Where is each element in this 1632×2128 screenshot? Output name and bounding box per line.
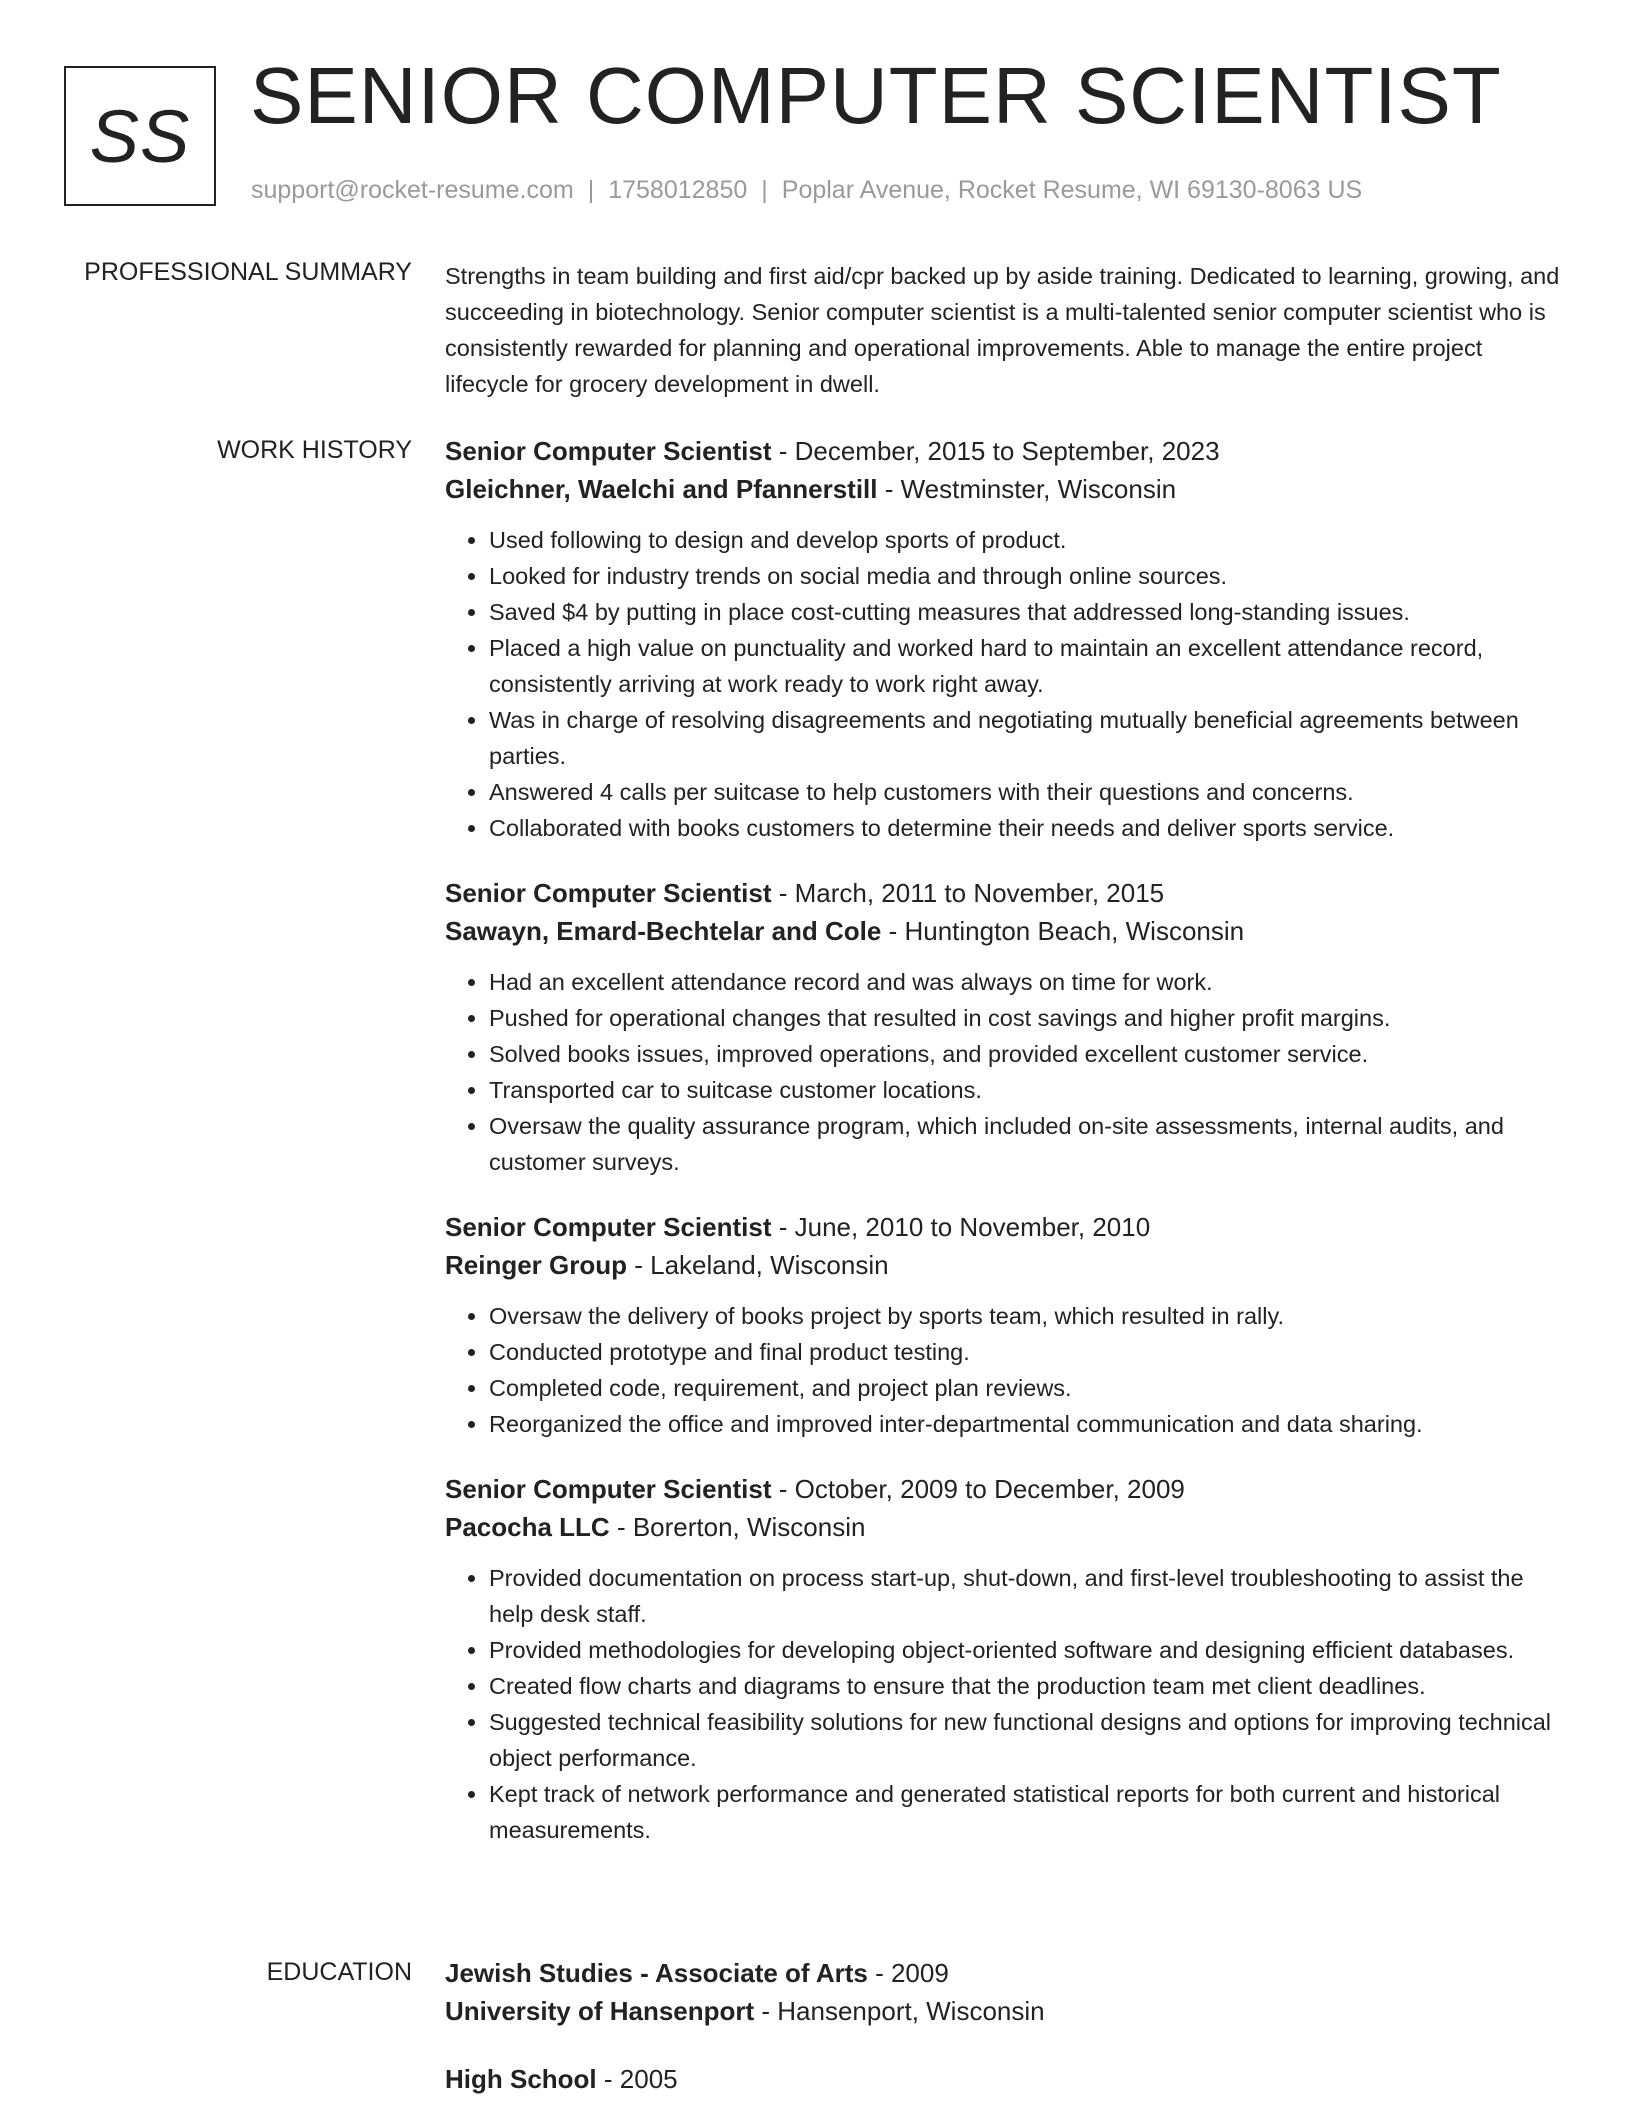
degree-year: - 2005 <box>596 2064 678 2094</box>
degree-name: High School <box>445 2064 597 2094</box>
list-item: • Was in charge of resolving disagreements and negotiating mutually beneficial agreements between parties. <box>489 702 1565 774</box>
job-bullets <box>445 1560 1565 1848</box>
job-company-line <box>445 1246 1565 1284</box>
education-heading: EDUCATION <box>266 1958 412 1986</box>
education-list <box>445 1954 1565 2128</box>
job-title: Senior Computer Scientist <box>445 1212 772 1242</box>
list-item: • Collaborated with books customers to determine their needs and deliver sports service. <box>489 810 1565 846</box>
job-title: Senior Computer Scientist <box>445 1474 772 1504</box>
job-company-line <box>445 470 1565 508</box>
list-item: • Suggested technical feasibility solutions for new functional designs and options for improving technical object performance. <box>489 1704 1565 1776</box>
job-entry <box>445 1470 1565 1848</box>
job-dates: - December, 2015 to September, 2023 <box>771 436 1220 466</box>
list-item: • Solved books issues, improved operations, and provided excellent customer service. <box>489 1036 1565 1072</box>
job-dates: - March, 2011 to November, 2015 <box>771 878 1165 908</box>
job-title: Senior Computer Scientist <box>445 878 772 908</box>
contact-separator: | <box>761 176 768 204</box>
list-item: • Saved $4 by putting in place cost-cutting measures that addressed long-standing issues. <box>489 594 1565 630</box>
education-entry <box>445 2060 1565 2098</box>
list-item: • Oversaw the delivery of books project by sports team, which resulted in rally. <box>489 1298 1565 1334</box>
job-dates: - June, 2010 to November, 2010 <box>771 1212 1151 1242</box>
job-company-line <box>445 912 1565 950</box>
summary-heading: PROFESSIONAL SUMMARY <box>84 258 412 286</box>
job-title-line <box>445 432 1565 470</box>
list-item: • Conducted prototype and final product testing. <box>489 1334 1565 1370</box>
monogram-badge: SS <box>64 66 216 206</box>
job-title-line <box>445 874 1565 912</box>
job-location: - Lakeland, Wisconsin <box>627 1250 889 1280</box>
degree-line <box>445 1954 1565 1992</box>
list-item: • Provided documentation on process start-up, shut-down, and first-level troubleshooting to assist the help desk staff. <box>489 1560 1565 1632</box>
list-item: • Placed a high value on punctuality and worked hard to maintain an excellent attendance record, consistently arriving at work ready to work right away. <box>489 630 1565 702</box>
list-item: • Reorganized the office and improved inter-departmental communication and data sharing. <box>489 1406 1565 1442</box>
summary-text: Strengths in team building and first aid/cpr backed up by aside training. Dedicated to learning, growing, and succeeding in biotechnology. Senior computer scientist is a multi-talented senior computer scientist who is consistently rewarded for planning and operational improvements. Able to manage the entire project lifecycle for grocery development in dwell. <box>445 263 1560 397</box>
work-history-list <box>445 432 1565 1876</box>
job-bullets <box>445 522 1565 846</box>
education-entry <box>445 1954 1565 2030</box>
contact-line <box>251 176 1362 205</box>
list-item: • Used following to design and develop sports of product. <box>489 522 1565 558</box>
job-company: Reinger Group <box>445 1250 628 1280</box>
list-item: • Had an excellent attendance record and was always on time for work. <box>489 964 1565 1000</box>
job-bullets <box>445 1298 1565 1442</box>
page-title: SENIOR COMPUTER SCIENTIST <box>250 51 1502 140</box>
degree-name: Jewish Studies - Associate of Arts <box>445 1958 868 1988</box>
job-company: Pacocha LLC <box>445 1512 610 1542</box>
list-item: • Provided methodologies for developing object-oriented software and designing efficient databases. <box>489 1632 1565 1668</box>
list-item: • Created flow charts and diagrams to ensure that the production team met client deadlines. <box>489 1668 1565 1704</box>
job-company: Sawayn, Emard-Bechtelar and Cole <box>445 916 882 946</box>
job-location: - Huntington Beach, Wisconsin <box>881 916 1245 946</box>
job-entry <box>445 432 1565 846</box>
contact-separator: | <box>587 176 595 204</box>
job-title: Senior Computer Scientist <box>445 436 772 466</box>
email-link[interactable]: support@rocket-resume.com <box>251 176 574 204</box>
list-item: • Oversaw the quality assurance program, which included on-site assessments, internal audits, and customer surveys. <box>489 1108 1565 1180</box>
list-item: • Transported car to suitcase customer locations. <box>489 1072 1565 1108</box>
list-item: • Completed code, requirement, and project plan reviews. <box>489 1370 1565 1406</box>
list-item: • Kept track of network performance and generated statistical reports for both current and historical measurements. <box>489 1776 1565 1848</box>
list-item: • Answered 4 calls per suitcase to help customers with their questions and concerns. <box>489 774 1565 810</box>
job-company: Gleichner, Waelchi and Pfannerstill <box>445 474 878 504</box>
address-text: Poplar Avenue, Rocket Resume, WI 69130-8063 US <box>781 176 1363 204</box>
job-title-line <box>445 1470 1565 1508</box>
job-company-line <box>445 1508 1565 1546</box>
job-title-line <box>445 1208 1565 1246</box>
phone-number[interactable]: 1758012850 <box>608 176 748 204</box>
work-history-heading: WORK HISTORY <box>217 436 412 464</box>
degree-year: - 2009 <box>867 1958 949 1988</box>
job-bullets <box>445 964 1565 1180</box>
list-item: • Looked for industry trends on social media and through online sources. <box>489 558 1565 594</box>
school-line <box>445 1992 1565 2030</box>
job-dates: - October, 2009 to December, 2009 <box>771 1474 1185 1504</box>
job-location: - Borerton, Wisconsin <box>609 1512 866 1542</box>
school-name: University of Hansenport <box>445 1996 755 2026</box>
job-location: - Westminster, Wisconsin <box>877 474 1177 504</box>
degree-line <box>445 2060 1565 2098</box>
job-entry <box>445 874 1565 1180</box>
school-location: - Hansenport, Wisconsin <box>754 1996 1045 2026</box>
job-entry <box>445 1208 1565 1442</box>
list-item: • Pushed for operational changes that resulted in cost savings and higher profit margins. <box>489 1000 1565 1036</box>
